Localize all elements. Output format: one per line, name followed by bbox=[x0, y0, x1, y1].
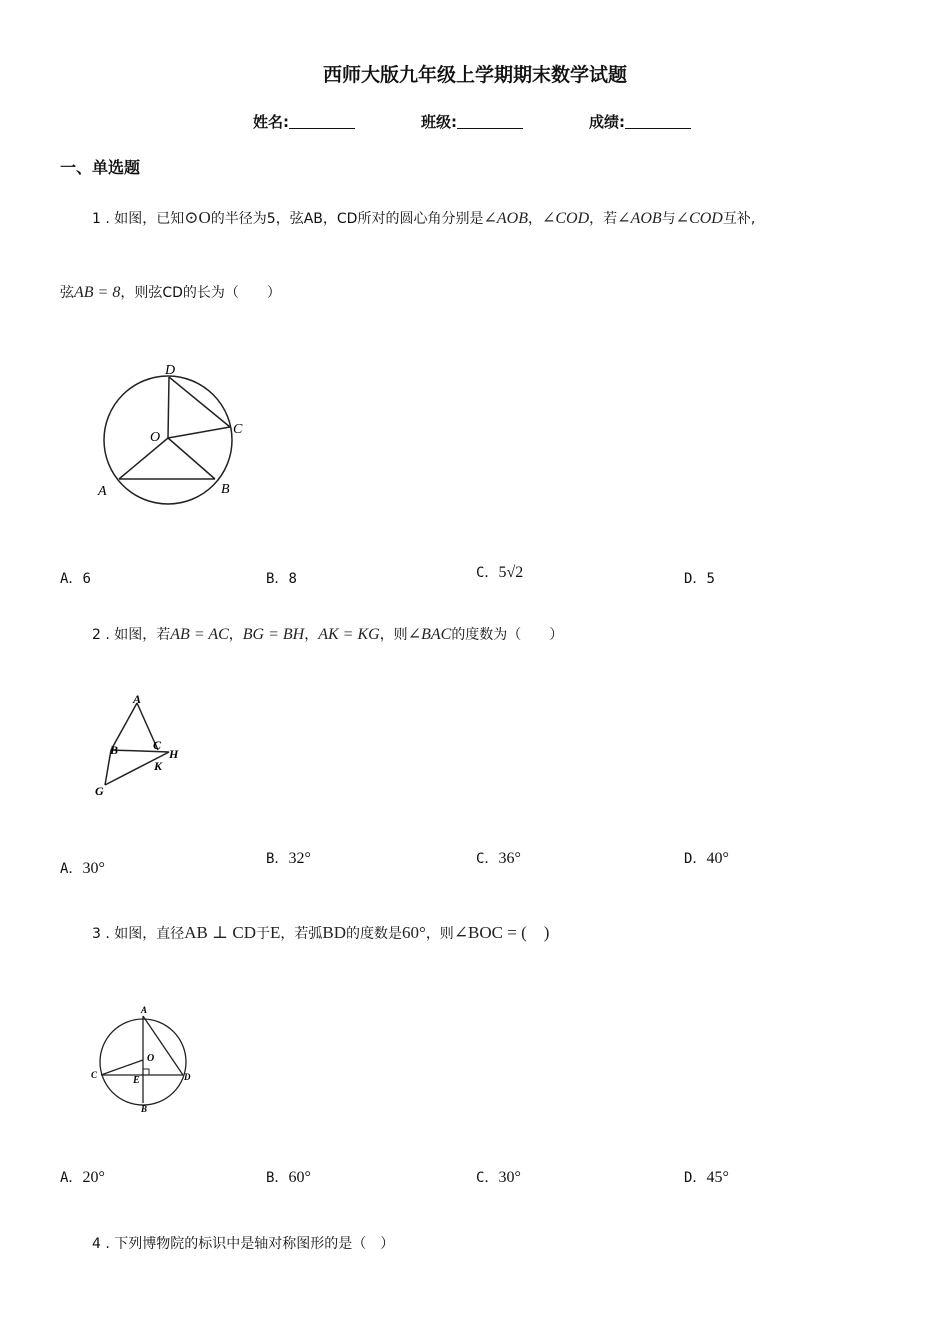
segment-ob bbox=[168, 438, 215, 479]
q1-option-d[interactable]: D．5 bbox=[684, 571, 715, 587]
segment-ad bbox=[143, 1016, 183, 1075]
label-h: H bbox=[169, 747, 179, 761]
question-1-figure bbox=[92, 355, 252, 505]
label-c: C bbox=[233, 422, 243, 437]
label-e: E bbox=[133, 1075, 140, 1086]
segment-oc bbox=[168, 427, 230, 438]
score-blank[interactable] bbox=[625, 114, 691, 129]
score-field[interactable] bbox=[589, 111, 691, 132]
label-g: G bbox=[95, 784, 104, 798]
name-blank[interactable] bbox=[289, 114, 355, 129]
class-field[interactable] bbox=[421, 111, 523, 132]
segment-co bbox=[101, 1060, 143, 1075]
q2-option-c[interactable]: C．36° bbox=[476, 850, 521, 867]
label-b: B bbox=[110, 743, 119, 757]
class-blank[interactable] bbox=[457, 114, 523, 129]
label-d: D bbox=[184, 1072, 191, 1082]
label-a: A bbox=[141, 1005, 148, 1015]
label-o: O bbox=[150, 430, 161, 445]
q3-option-d[interactable]: D．45° bbox=[684, 1169, 729, 1186]
label-b: B bbox=[221, 482, 230, 497]
question-2-figure bbox=[90, 692, 190, 804]
question-1-line-1: 1 . 如图，已知⊙O的半径为5，弦AB，CD所对的圆心角分别是∠AOB，∠COD，若∠AOB与∠COD互补, bbox=[92, 208, 756, 227]
name-label: 姓名: bbox=[253, 113, 289, 131]
circle-symbol: ⊙O bbox=[184, 208, 211, 227]
q2-option-a[interactable]: A．30° bbox=[60, 860, 105, 877]
section-title: 一、单选题 bbox=[60, 158, 141, 177]
page-title: 西师大版九年级上学期期末数学试题 bbox=[322, 64, 627, 86]
segment-od bbox=[168, 377, 169, 438]
q2-option-b[interactable]: B．32° bbox=[266, 850, 311, 867]
question-4-line: 4 . 下列博物院的标识中是轴对称图形的是（ ） bbox=[92, 1236, 395, 1252]
score-label: 成绩: bbox=[589, 113, 625, 131]
q3-option-b[interactable]: B．60° bbox=[266, 1169, 311, 1186]
q3-option-a[interactable]: A．20° bbox=[60, 1169, 105, 1186]
label-b: B bbox=[141, 1104, 148, 1114]
q1-option-a[interactable]: A．6 bbox=[60, 571, 91, 587]
label-c: C bbox=[91, 1070, 98, 1080]
q1-option-c[interactable]: C．5√2 bbox=[476, 564, 524, 581]
q1-option-b[interactable]: B．8 bbox=[266, 571, 297, 587]
right-angle-mark bbox=[143, 1069, 149, 1075]
segment-oa bbox=[119, 438, 168, 479]
class-label: 班级: bbox=[421, 113, 457, 131]
label-o: O bbox=[147, 1053, 155, 1064]
q3-option-c[interactable]: C．30° bbox=[476, 1169, 521, 1186]
question-3-figure bbox=[88, 1000, 203, 1118]
q2-option-d[interactable]: D．40° bbox=[684, 850, 729, 867]
question-3-line: 3 . 如图，直径AB ⊥ CD于E，若弧BD的度数是60°，则∠BOC = ( ) bbox=[92, 923, 550, 942]
question-2-line: 2 . 如图，若AB = AC，BG = BH，AK = KG，则∠BAC的度数为（ ） bbox=[92, 626, 564, 643]
question-1-line-2: 弦AB = 8，则弦CD的长为（ ） bbox=[60, 284, 281, 301]
label-k: K bbox=[154, 759, 163, 773]
label-a: A bbox=[133, 692, 142, 706]
label-a: A bbox=[98, 484, 107, 499]
label-c: C bbox=[153, 738, 162, 752]
name-field[interactable] bbox=[253, 111, 355, 132]
label-d: D bbox=[165, 363, 176, 378]
